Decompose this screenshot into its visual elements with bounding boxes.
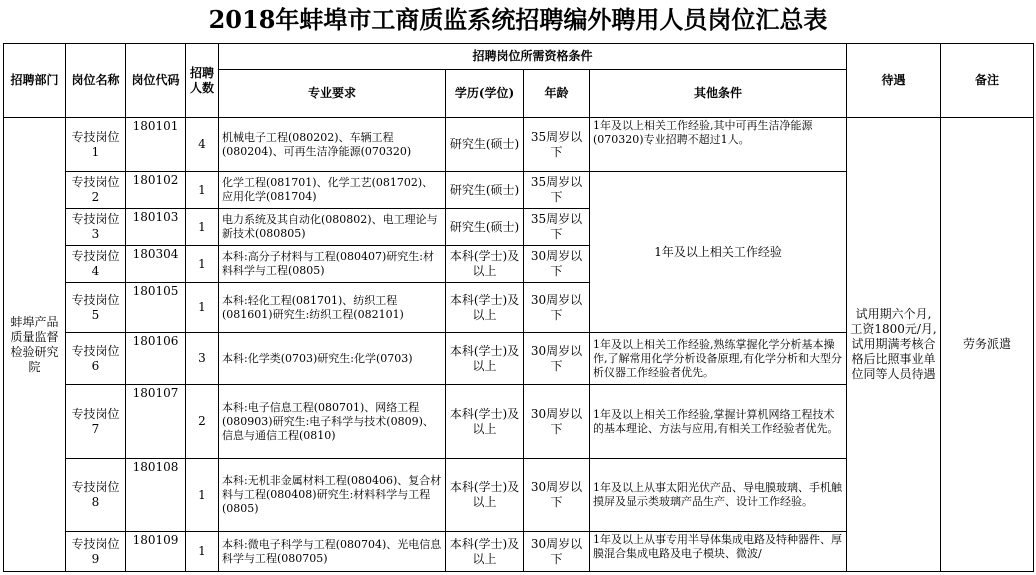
positions-table <box>3 43 1034 572</box>
age-cell: 30周岁以下 <box>524 333 590 385</box>
degree-cell: 研究生(硕士) <box>446 172 524 209</box>
major-cell: 本科:电子信息工程(080701)、网络工程(080903)研究生:电子科学与技术(0809)、信息与通信工程(0810) <box>219 385 446 459</box>
count-cell: 3 <box>186 333 219 385</box>
age-cell: 30周岁以下 <box>524 283 590 333</box>
degree-cell: 本科(学士)及以上 <box>446 246 524 283</box>
count-cell: 1 <box>186 209 219 246</box>
post-code-cell: 180103 <box>126 209 186 246</box>
header-pay: 待遇 <box>847 44 941 118</box>
count-cell: 1 <box>186 283 219 333</box>
header-dept: 招聘部门 <box>4 44 66 118</box>
post-name-cell: 专技岗位2 <box>66 172 126 209</box>
major-cell: 化学工程(081701)、化学工艺(081702)、应用化学(081704) <box>219 172 446 209</box>
header-count: 招聘人数 <box>186 44 219 118</box>
degree-cell: 本科(学士)及以上 <box>446 459 524 532</box>
header-qualification-group: 招聘岗位所需资格条件 <box>219 44 847 70</box>
pay-cell: 试用期六个月,工资1800元/月,试用期满考核合格后比照事业单位同等人员待遇 <box>847 118 941 572</box>
post-name-cell: 专技岗位3 <box>66 209 126 246</box>
other-cell: 1年及以上相关工作经验,掌握计算机网络工程技术的基本理论、方法与应用,有相关工作经验者优先。 <box>590 385 847 459</box>
count-cell: 1 <box>186 532 219 572</box>
major-cell: 机械电子工程(080202)、车辆工程(080204)、可再生洁净能源(070320) <box>219 118 446 172</box>
degree-cell: 本科(学士)及以上 <box>446 283 524 333</box>
age-cell: 30周岁以下 <box>524 246 590 283</box>
major-cell: 本科:轻化工程(081701)、纺织工程(081601)研究生:纺织工程(082101) <box>219 283 446 333</box>
header-degree: 学历(学位) <box>446 70 524 118</box>
count-cell: 2 <box>186 385 219 459</box>
degree-cell: 研究生(硕士) <box>446 118 524 172</box>
post-name-cell: 专技岗位6 <box>66 333 126 385</box>
degree-cell: 本科(学士)及以上 <box>446 532 524 572</box>
age-cell: 35周岁以下 <box>524 118 590 172</box>
post-name-cell: 专技岗位5 <box>66 283 126 333</box>
count-cell: 1 <box>186 246 219 283</box>
age-cell: 35周岁以下 <box>524 209 590 246</box>
header-major: 专业要求 <box>219 70 446 118</box>
post-name-cell: 专技岗位7 <box>66 385 126 459</box>
post-name-cell: 专技岗位4 <box>66 246 126 283</box>
major-cell: 本科:无机非金属材料工程(080406)、复合材料与工程(080408)研究生:材料科学与工程(0805) <box>219 459 446 532</box>
count-cell: 1 <box>186 459 219 532</box>
other-cell: 1年及以上相关工作经验,其中可再生洁净能源(070320)专业招聘不超过1人。 <box>590 118 847 172</box>
note-cell: 劳务派遣 <box>941 118 1034 572</box>
post-code-cell: 180105 <box>126 283 186 333</box>
post-name-cell: 专技岗位9 <box>66 532 126 572</box>
header-post-name: 岗位名称 <box>66 44 126 118</box>
count-cell: 4 <box>186 118 219 172</box>
other-cell: 1年及以上从事专用半导体集成电路及特种器件、厚膜混合集成电路及电子模块、微波/ <box>590 532 847 572</box>
other-cell: 1年及以上相关工作经验,熟练掌握化学分析基本操作,了解常用化学分析设备原理,有化学分析和大型分析仪器工作经验者优先。 <box>590 333 847 385</box>
post-code-cell: 180102 <box>126 172 186 209</box>
count-cell: 1 <box>186 172 219 209</box>
post-code-cell: 180109 <box>126 532 186 572</box>
header-other: 其他条件 <box>590 70 847 118</box>
age-cell: 30周岁以下 <box>524 532 590 572</box>
degree-cell: 本科(学士)及以上 <box>446 333 524 385</box>
header-post-code: 岗位代码 <box>126 44 186 118</box>
page-title: 2018年蚌埠市工商质监系统招聘编外聘用人员岗位汇总表 <box>208 5 828 34</box>
dept-cell: 蚌埠产品质量监督检验研究院 <box>4 118 66 572</box>
post-code-cell: 180304 <box>126 246 186 283</box>
post-code-cell: 180101 <box>126 118 186 172</box>
header-note: 备注 <box>941 44 1034 118</box>
post-name-cell: 专技岗位8 <box>66 459 126 532</box>
post-name-cell: 专技岗位1 <box>66 118 126 172</box>
degree-cell: 研究生(硕士) <box>446 209 524 246</box>
major-cell: 本科:微电子科学与工程(080704)、光电信息科学与工程(080705) <box>219 532 446 572</box>
table-row <box>4 118 1034 172</box>
degree-cell: 本科(学士)及以上 <box>446 385 524 459</box>
other-cell: 1年及以上相关工作经验 <box>590 172 847 333</box>
age-cell: 35周岁以下 <box>524 172 590 209</box>
major-cell: 本科:高分子材料与工程(080407)研究生:材料科学与工程(0805) <box>219 246 446 283</box>
major-cell: 本科:化学类(0703)研究生:化学(0703) <box>219 333 446 385</box>
post-code-cell: 180108 <box>126 459 186 532</box>
other-cell: 1年及以上从事太阳光伏产品、导电膜玻璃、手机触摸屏及显示类玻璃产品生产、设计工作经验。 <box>590 459 847 532</box>
age-cell: 30周岁以下 <box>524 385 590 459</box>
major-cell: 电力系统及其自动化(080802)、电工理论与新技术(080805) <box>219 209 446 246</box>
post-code-cell: 180107 <box>126 385 186 459</box>
age-cell: 30周岁以下 <box>524 459 590 532</box>
header-age: 年龄 <box>524 70 590 118</box>
post-code-cell: 180106 <box>126 333 186 385</box>
